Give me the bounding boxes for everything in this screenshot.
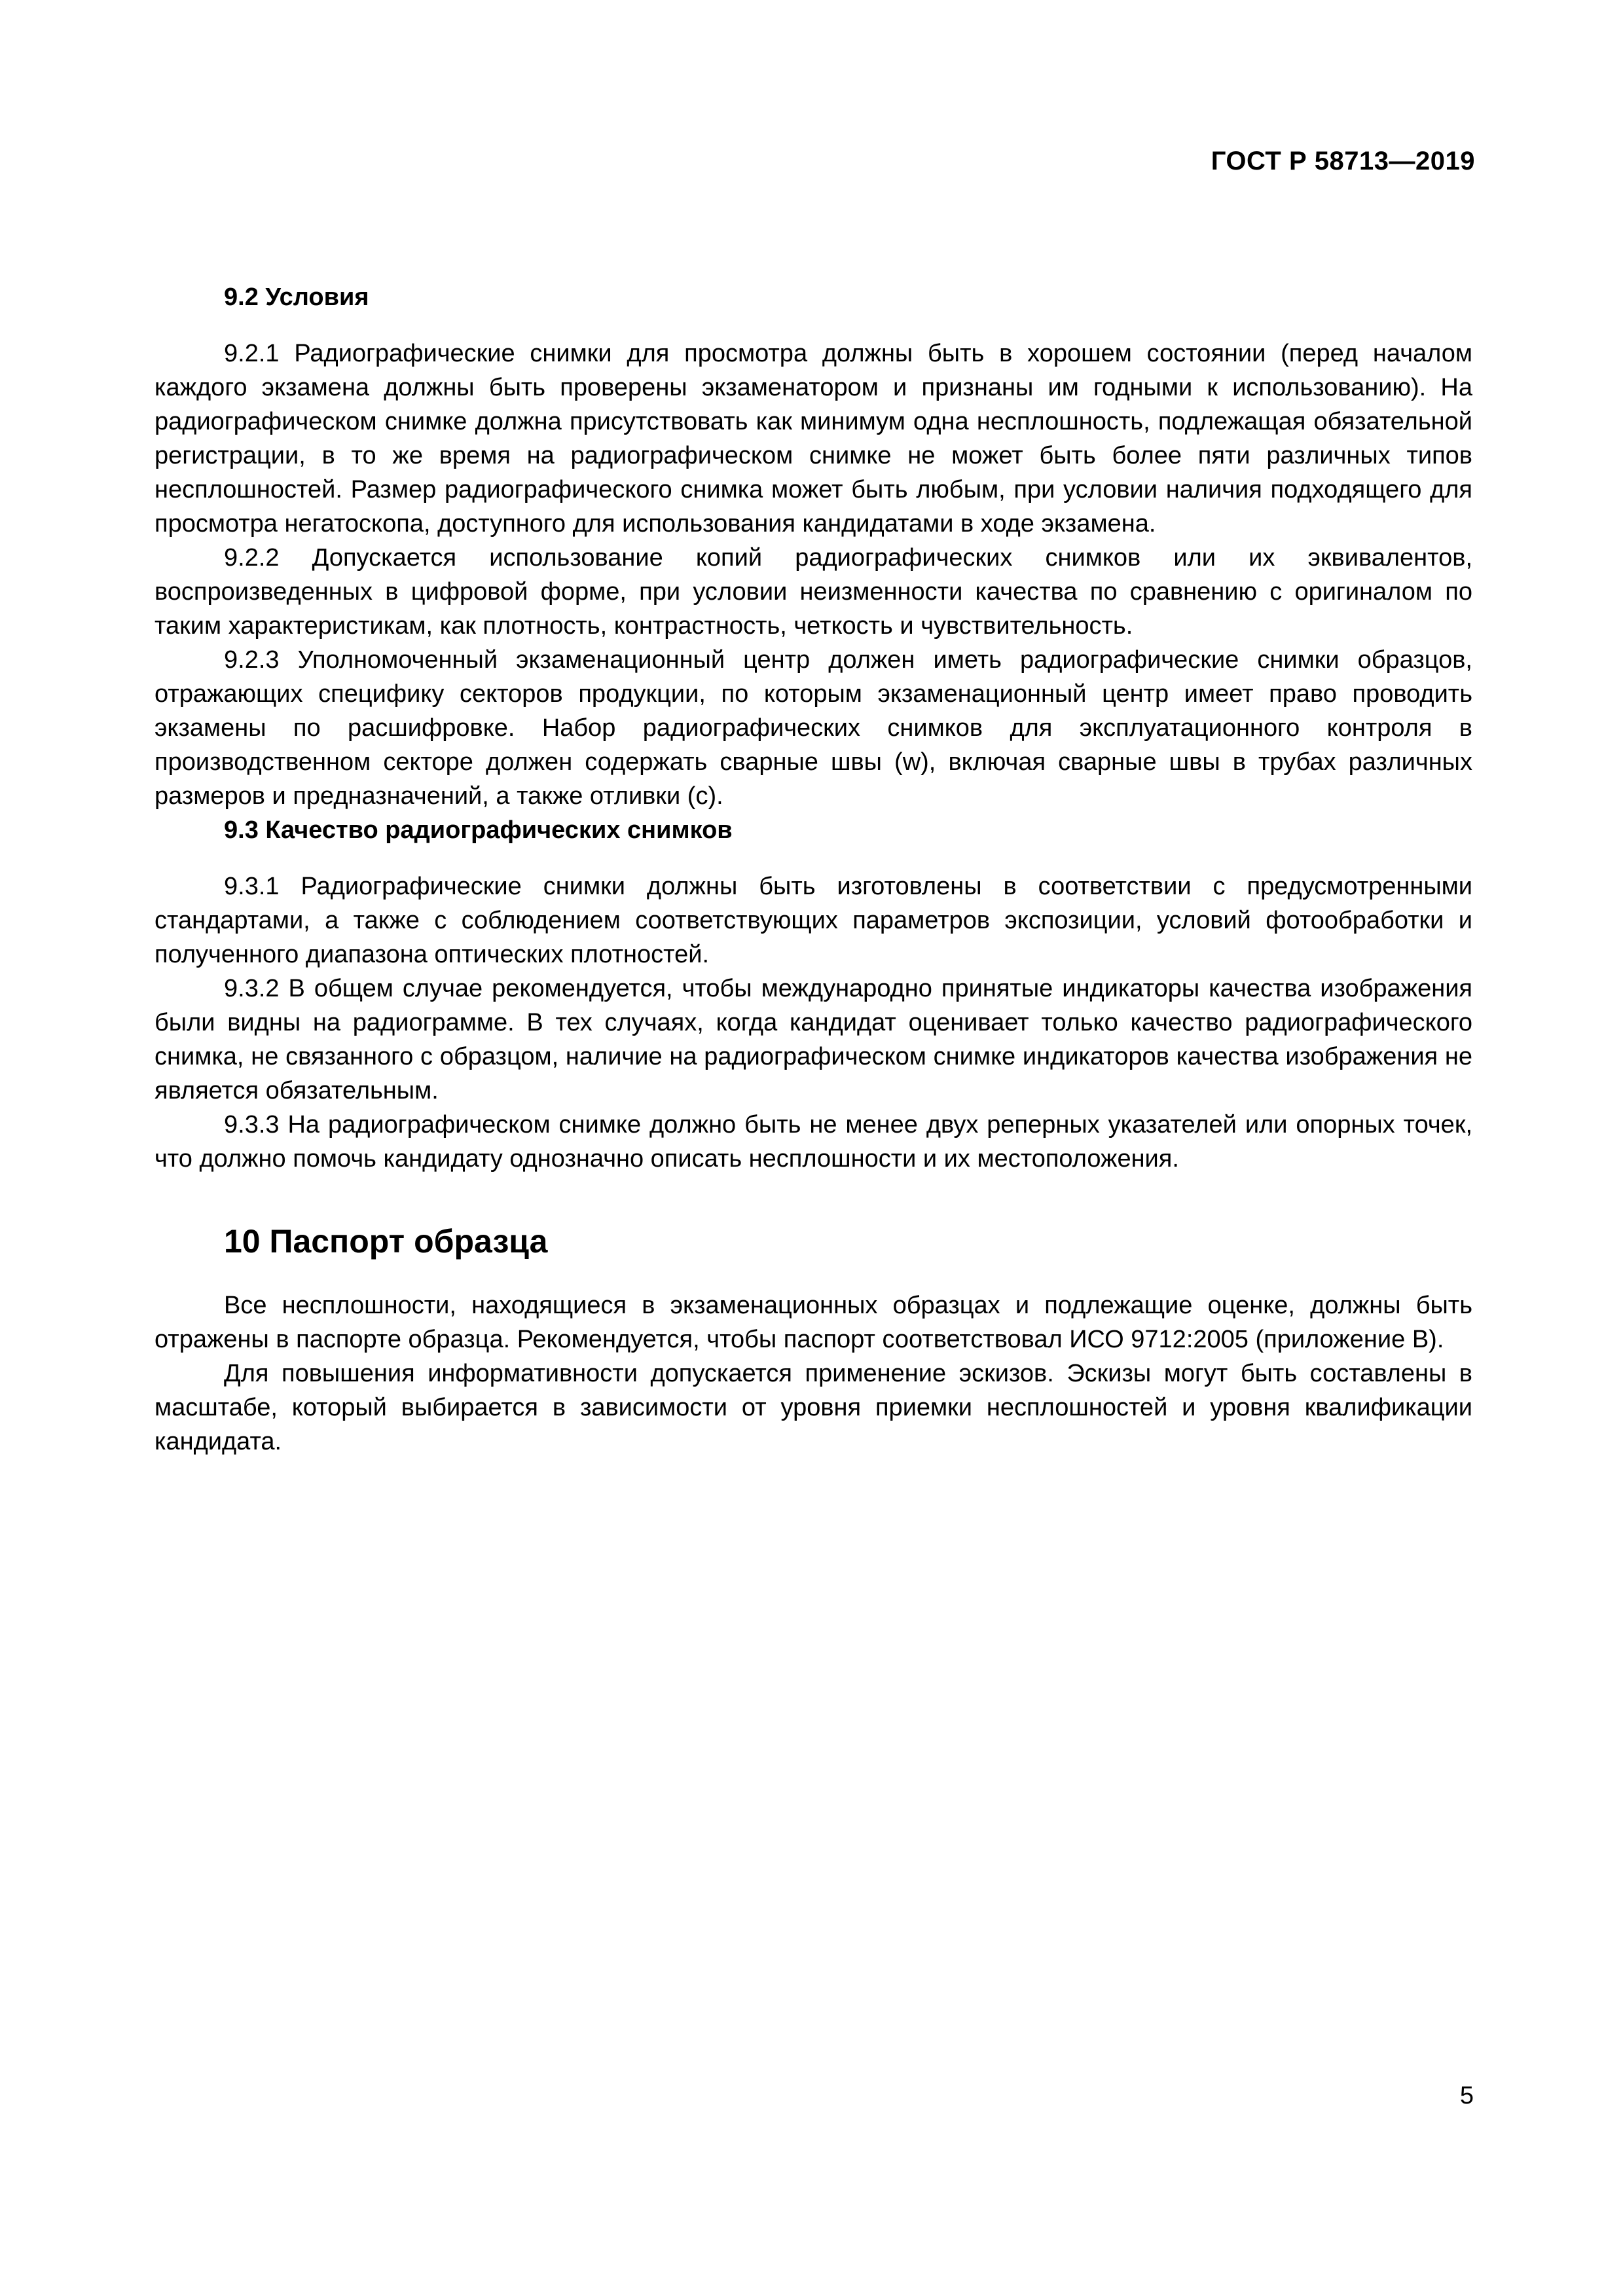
section-heading-10: 10 Паспорт образца [224,1223,548,1260]
paragraph-9-3-2: 9.3.2 В общем случае рекомендуется, чтобы международно принятые индикаторы качества изображения были видны на радиограмме. В тех случаях, когда кандидат оценивает только качество радиографического снимка, не связанного с образцом, наличие на радиографическом снимке индикаторов качества изображения не является обязательным. [155,975,1472,1104]
page-content [155,280,1472,1459]
paragraph-9-2-3: 9.2.3 Уполномоченный экзаменационный центр должен иметь радиографические снимки образцов, отражающих специфику секторов продукции, по которым экзаменационный центр имеет право проводить экзамены по расшифровке. Набор радиографических снимков для эксплуатационного контроля в производственном секторе должен содержать сварные швы (w), включая сварные швы в трубах различных размеров и предназначений, а также отливки (c). [155,646,1472,810]
paragraph-9-2-2: 9.2.2 Допускается использование копий радиографических снимков или их эквивалентов, воспроизведенных в цифровой форме, при условии неизменности качества по сравнению с оригиналом по таким характеристикам, как плотность, контрастность, четкость и чувствительность. [155,544,1472,640]
subsection-heading-9-3: 9.3 Качество радиографических снимков [224,816,733,844]
paragraph-9-3-1: 9.3.1 Радиографические снимки должны быть изготовлены в соответствии с предусмотренными стандартами, а также с соблюдением соответствующих параметров экспозиции, условий фотообработки и полученного диапазона оптических плотностей. [155,873,1472,968]
subsection-heading-9-2: 9.2 Условия [224,283,369,311]
page-number: 5 [1459,2082,1474,2109]
document-designation: ГОСТ Р 58713—2019 [1211,147,1475,175]
paragraph-9-2-1: 9.2.1 Радиографические снимки для просмотра должны быть в хорошем состоянии (перед началом каждого экзамена должны быть проверены экзаменатором и признаны им годными к использованию). На радиографическом снимке должна присутствовать как минимум одна несплошность, подлежащая обязательной регистрации, в то же время на радиографическом снимке не может быть более пяти различных типов несплошностей. Размер радиографического снимка может быть любым, при условии наличия подходящего для просмотра негатоскопа, доступного для использования кандидатами в ходе экзамена. [155,340,1472,538]
paragraph-9-3-3: 9.3.3 На радиографическом снимке должно быть не менее двух реперных указателей или опорных точек, что должно помочь кандидату однозначно описать несплошности и их местоположения. [155,1111,1472,1173]
paragraph-10-1: Все несплошности, находящиеся в экзаменационных образцах и подлежащие оценке, должны быть отражены в паспорте образца. Рекомендуется, чтобы паспорт соответствовал ИСО 9712:2005 (приложение B). [155,1292,1472,1353]
paragraph-10-2: Для повышения информативности допускается применение эскизов. Эскизы могут быть составлены в масштабе, который выбирается в зависимости от уровня приемки несплошностей и уровня квалификации кандидата. [155,1360,1472,1455]
